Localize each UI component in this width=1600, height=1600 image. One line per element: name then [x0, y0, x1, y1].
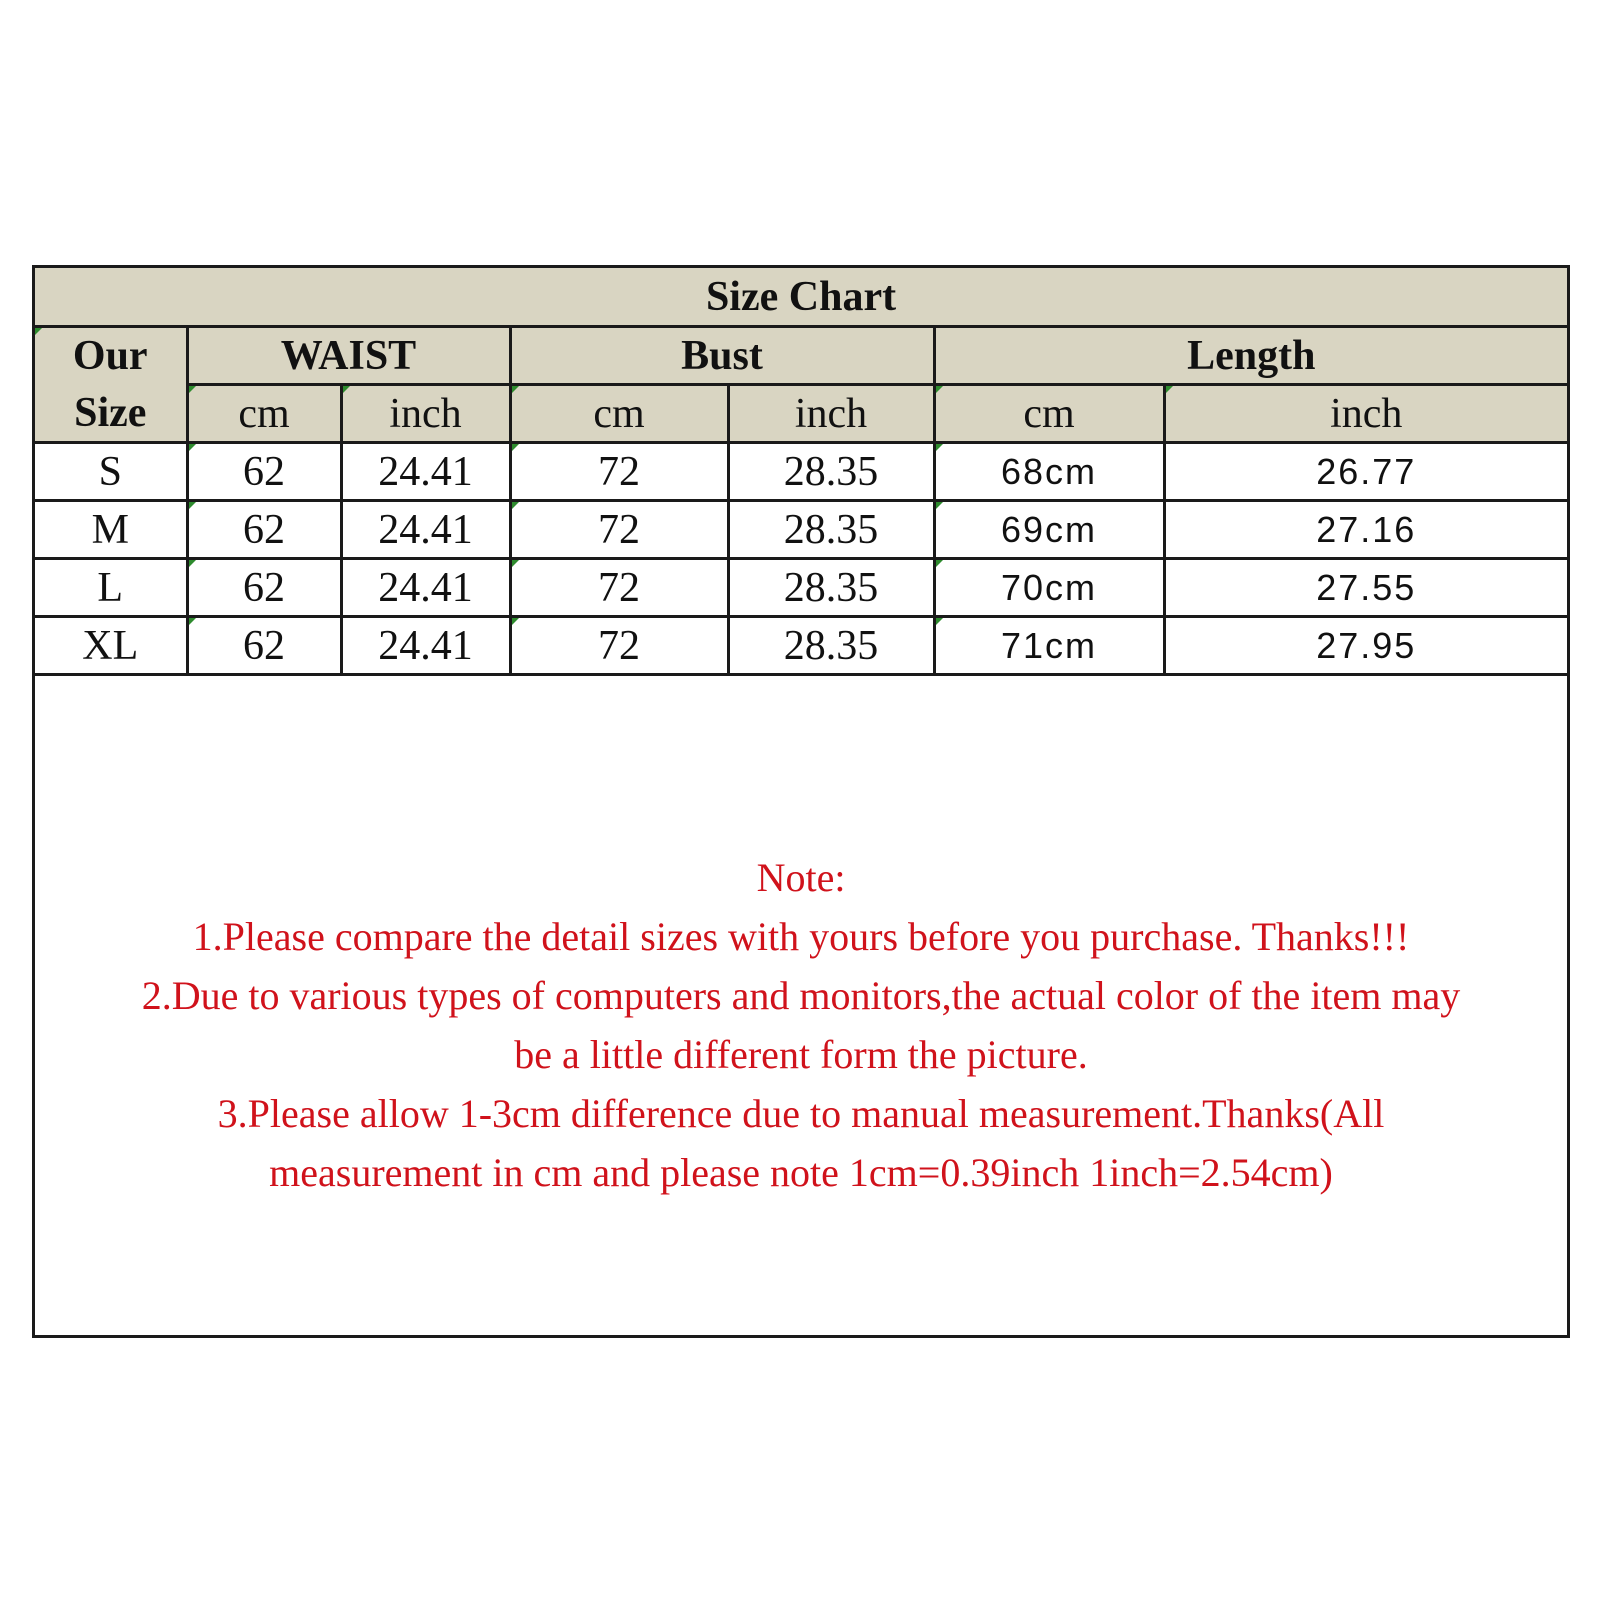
waist-cm-value: 62 [187, 501, 341, 559]
length-inch-header: inch [1164, 385, 1567, 443]
waist-cm-header: cm [187, 385, 341, 443]
title-row [35, 268, 1567, 327]
length-inch-value: 27.55 [1164, 559, 1567, 617]
group-header-row [35, 327, 1567, 385]
length-cm-value: 70cm [934, 559, 1164, 617]
waist-cm-value: 62 [187, 617, 341, 675]
waist-inch-value: 24.41 [341, 617, 510, 675]
length-inch-value: 27.16 [1164, 501, 1567, 559]
bust-cm-header: cm [510, 385, 728, 443]
size-header-line-1: Our [72, 333, 148, 379]
length-group-header: Length [934, 327, 1567, 385]
note-line: 1.Please compare the detail sizes with yours before you purchase. Thanks!!! [192, 914, 1410, 959]
length-inch-value: 27.95 [1164, 617, 1567, 675]
table-row [35, 501, 1567, 559]
notes-block [35, 848, 1567, 1202]
size-label: M [35, 501, 187, 559]
note-heading: Note: [756, 855, 846, 900]
bust-inch-value: 28.35 [728, 559, 934, 617]
bust-cm-value: 72 [510, 617, 728, 675]
table-row [35, 559, 1567, 617]
bust-group-header: Bust [510, 327, 934, 385]
size-chart-table [35, 268, 1567, 676]
bust-cm-value: 72 [510, 559, 728, 617]
unit-header-row [35, 385, 1567, 443]
waist-inch-value: 24.41 [341, 501, 510, 559]
bust-inch-value: 28.35 [728, 443, 934, 501]
waist-inch-value: 24.41 [341, 443, 510, 501]
bust-cm-value: 72 [510, 501, 728, 559]
table-row [35, 443, 1567, 501]
bust-inch-value: 28.35 [728, 501, 934, 559]
table-row [35, 617, 1567, 675]
length-cm-header: cm [934, 385, 1164, 443]
size-label: XL [35, 617, 187, 675]
size-chart-sheet [32, 265, 1570, 1338]
bust-inch-header: inch [728, 385, 934, 443]
size-header-line-2: Size [74, 389, 147, 436]
note-line: measurement in cm and please note 1cm=0.39inch 1inch=2.54cm) [269, 1150, 1333, 1195]
waist-cm-value: 62 [187, 559, 341, 617]
chart-title: Size Chart [35, 268, 1567, 327]
waist-group-header: WAIST [187, 327, 510, 385]
size-column-header [35, 327, 187, 443]
length-cm-value: 71cm [934, 617, 1164, 675]
note-line: 3.Please allow 1-3cm difference due to manual measurement.Thanks(All [217, 1091, 1385, 1136]
note-line: 2.Due to various types of computers and monitors,the actual color of the item may [141, 973, 1461, 1018]
waist-inch-value: 24.41 [341, 559, 510, 617]
bust-cm-value: 72 [510, 443, 728, 501]
waist-inch-header: inch [341, 385, 510, 443]
size-label: S [35, 443, 187, 501]
size-label: L [35, 559, 187, 617]
length-cm-value: 68cm [934, 443, 1164, 501]
waist-cm-value: 62 [187, 443, 341, 501]
note-line: be a little different form the picture. [514, 1032, 1088, 1077]
bust-inch-value: 28.35 [728, 617, 934, 675]
length-cm-value: 69cm [934, 501, 1164, 559]
length-inch-value: 26.77 [1164, 443, 1567, 501]
